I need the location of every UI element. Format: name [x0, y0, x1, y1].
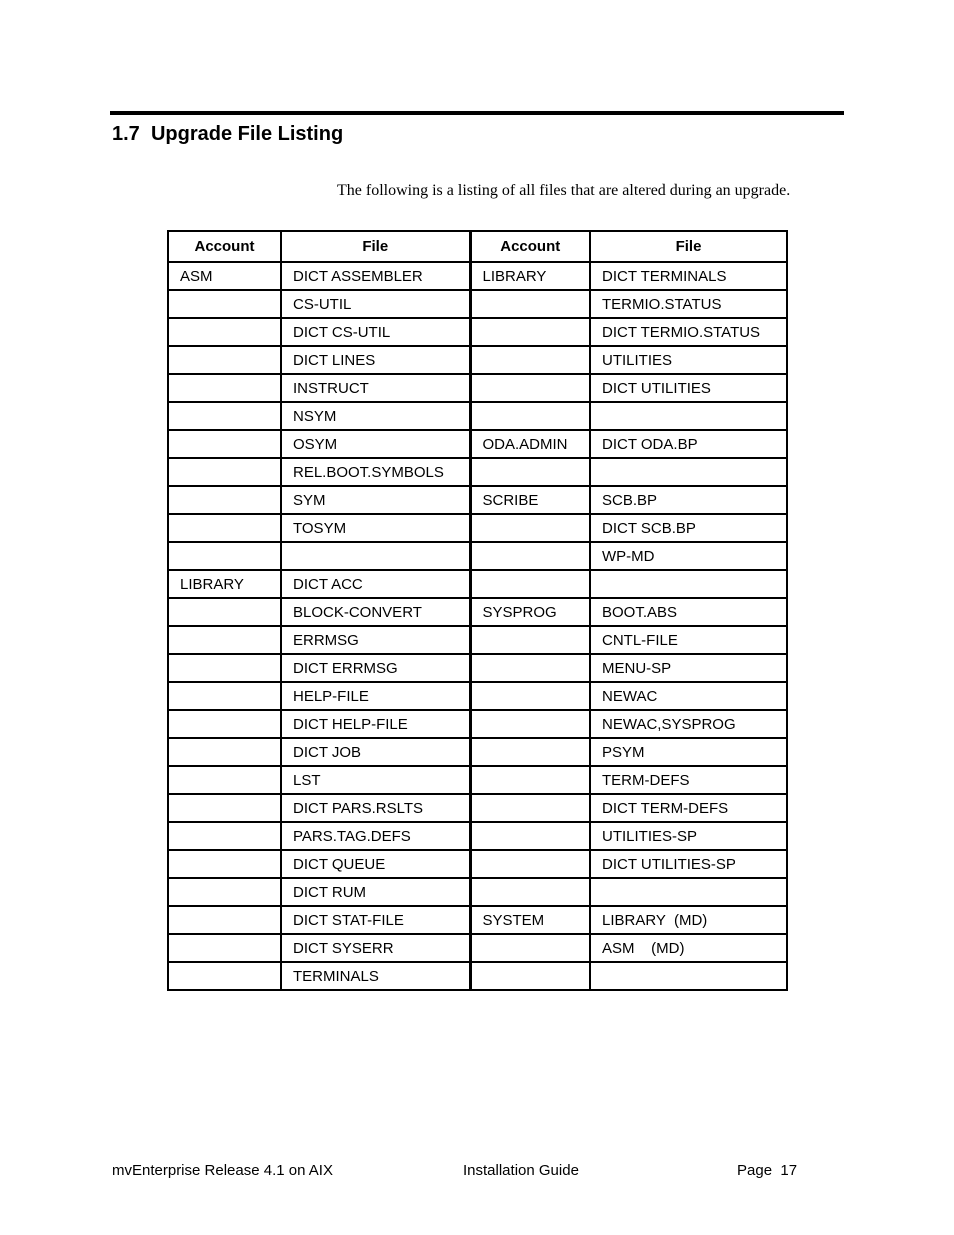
section-rule	[110, 111, 844, 115]
page-number: 17	[780, 1162, 798, 1179]
cell-account-right	[470, 542, 590, 570]
table-row	[168, 430, 787, 458]
cell-file-left: DICT QUEUE	[281, 850, 470, 878]
table-row	[168, 374, 787, 402]
table-row	[168, 290, 787, 318]
cell-file-left: PARS.TAG.DEFS	[281, 822, 470, 850]
cell-file-right: SCB.BP	[590, 486, 787, 514]
table-row	[168, 934, 787, 962]
table-header-row	[168, 231, 787, 262]
cell-file-right	[590, 458, 787, 486]
page-label: Page	[737, 1162, 773, 1179]
cell-account-left	[168, 794, 281, 822]
table-row	[168, 906, 787, 934]
header-account-1: Account	[168, 231, 281, 262]
table-row	[168, 710, 787, 738]
cell-file-right	[590, 402, 787, 430]
cell-file-right: PSYM	[590, 738, 787, 766]
table-row	[168, 794, 787, 822]
cell-account-right	[470, 710, 590, 738]
cell-account-right	[470, 654, 590, 682]
header-file-2: File	[590, 231, 787, 262]
cell-account-left	[168, 402, 281, 430]
cell-account-right	[470, 290, 590, 318]
header-file-1: File	[281, 231, 470, 262]
cell-account-left	[168, 962, 281, 990]
cell-account-left	[168, 766, 281, 794]
cell-account-left	[168, 290, 281, 318]
table-row	[168, 486, 787, 514]
cell-file-left: DICT PARS.RSLTS	[281, 794, 470, 822]
table-row	[168, 962, 787, 990]
table-row	[168, 346, 787, 374]
cell-file-left: INSTRUCT	[281, 374, 470, 402]
cell-file-left: DICT CS-UTIL	[281, 318, 470, 346]
table-row	[168, 850, 787, 878]
header-account-2: Account	[470, 231, 590, 262]
cell-account-right	[470, 374, 590, 402]
cell-file-right: ASM (MD)	[590, 934, 787, 962]
intro-paragraph: The following is a listing of all files that are altered during an upgrade.	[337, 182, 791, 199]
cell-file-right: DICT TERM-DEFS	[590, 794, 787, 822]
cell-account-left	[168, 626, 281, 654]
table-row	[168, 822, 787, 850]
cell-file-right: NEWAC,SYSPROG	[590, 710, 787, 738]
cell-file-right: LIBRARY (MD)	[590, 906, 787, 934]
cell-account-left	[168, 430, 281, 458]
cell-file-right	[590, 962, 787, 990]
cell-file-left: NSYM	[281, 402, 470, 430]
cell-file-right	[590, 570, 787, 598]
cell-account-left	[168, 486, 281, 514]
cell-account-right: SYSTEM	[470, 906, 590, 934]
cell-account-left: ASM	[168, 262, 281, 290]
cell-file-right: WP-MD	[590, 542, 787, 570]
cell-account-left	[168, 682, 281, 710]
table-row	[168, 682, 787, 710]
cell-account-left	[168, 934, 281, 962]
cell-file-left	[281, 542, 470, 570]
cell-file-left: DICT ASSEMBLER	[281, 262, 470, 290]
cell-file-left: LST	[281, 766, 470, 794]
table-row	[168, 878, 787, 906]
cell-file-right: UTILITIES	[590, 346, 787, 374]
cell-account-right: SCRIBE	[470, 486, 590, 514]
cell-account-right	[470, 962, 590, 990]
cell-file-left: DICT SYSERR	[281, 934, 470, 962]
section-title: Upgrade File Listing	[150, 123, 344, 145]
cell-account-right	[470, 878, 590, 906]
cell-file-left: REL.BOOT.SYMBOLS	[281, 458, 470, 486]
cell-file-left: TOSYM	[281, 514, 470, 542]
cell-file-right: CNTL-FILE	[590, 626, 787, 654]
cell-file-left: DICT JOB	[281, 738, 470, 766]
cell-file-right: NEWAC	[590, 682, 787, 710]
cell-account-right	[470, 458, 590, 486]
table-row	[168, 570, 787, 598]
cell-file-left: DICT HELP-FILE	[281, 710, 470, 738]
table-row	[168, 598, 787, 626]
cell-account-right	[470, 402, 590, 430]
upgrade-file-table	[167, 230, 788, 991]
cell-account-left	[168, 374, 281, 402]
table-row	[168, 626, 787, 654]
cell-account-left	[168, 738, 281, 766]
cell-file-right: TERM-DEFS	[590, 766, 787, 794]
cell-account-right	[470, 682, 590, 710]
cell-file-left: CS-UTIL	[281, 290, 470, 318]
table-row	[168, 262, 787, 290]
cell-account-right	[470, 766, 590, 794]
cell-file-left: DICT LINES	[281, 346, 470, 374]
cell-account-left	[168, 822, 281, 850]
table-body	[168, 262, 787, 990]
table-row	[168, 402, 787, 430]
cell-file-left: BLOCK-CONVERT	[281, 598, 470, 626]
footer-document-title: Installation Guide	[463, 1162, 579, 1179]
footer-page	[737, 1161, 797, 1181]
cell-file-right: BOOT.ABS	[590, 598, 787, 626]
cell-account-right	[470, 514, 590, 542]
cell-account-right	[470, 346, 590, 374]
cell-account-left	[168, 654, 281, 682]
cell-account-right	[470, 318, 590, 346]
cell-account-left	[168, 906, 281, 934]
cell-account-left	[168, 878, 281, 906]
cell-account-left	[168, 542, 281, 570]
cell-file-right: DICT UTILITIES-SP	[590, 850, 787, 878]
table-row	[168, 766, 787, 794]
cell-file-left: SYM	[281, 486, 470, 514]
table-row	[168, 318, 787, 346]
cell-file-right: TERMIO.STATUS	[590, 290, 787, 318]
cell-file-left: DICT ACC	[281, 570, 470, 598]
cell-file-left: DICT STAT-FILE	[281, 906, 470, 934]
cell-account-left: LIBRARY	[168, 570, 281, 598]
cell-file-right: DICT ODA.BP	[590, 430, 787, 458]
cell-file-right: DICT UTILITIES	[590, 374, 787, 402]
section-number: 1.7	[112, 123, 140, 145]
cell-file-left: OSYM	[281, 430, 470, 458]
table-row	[168, 738, 787, 766]
table-row	[168, 458, 787, 486]
cell-account-right: ODA.ADMIN	[470, 430, 590, 458]
cell-file-left: ERRMSG	[281, 626, 470, 654]
cell-file-right: MENU-SP	[590, 654, 787, 682]
table-row	[168, 542, 787, 570]
cell-account-left	[168, 598, 281, 626]
table-row	[168, 514, 787, 542]
section-heading	[112, 121, 343, 147]
cell-account-right: SYSPROG	[470, 598, 590, 626]
cell-file-right	[590, 878, 787, 906]
cell-account-right	[470, 570, 590, 598]
cell-file-left: DICT ERRMSG	[281, 654, 470, 682]
cell-file-right: DICT SCB.BP	[590, 514, 787, 542]
cell-account-left	[168, 850, 281, 878]
cell-account-left	[168, 458, 281, 486]
table-row	[168, 654, 787, 682]
cell-file-left: DICT RUM	[281, 878, 470, 906]
cell-file-right: DICT TERMIO.STATUS	[590, 318, 787, 346]
cell-account-right	[470, 822, 590, 850]
cell-account-left	[168, 514, 281, 542]
cell-file-right: DICT TERMINALS	[590, 262, 787, 290]
cell-account-left	[168, 318, 281, 346]
cell-file-left: TERMINALS	[281, 962, 470, 990]
cell-account-right	[470, 934, 590, 962]
cell-account-left	[168, 346, 281, 374]
cell-account-left	[168, 710, 281, 738]
footer-product: mvEnterprise Release 4.1 on AIX	[112, 1162, 333, 1179]
cell-file-right: UTILITIES-SP	[590, 822, 787, 850]
cell-account-right	[470, 738, 590, 766]
cell-account-right	[470, 626, 590, 654]
cell-account-right	[470, 794, 590, 822]
cell-account-right: LIBRARY	[470, 262, 590, 290]
cell-file-left: HELP-FILE	[281, 682, 470, 710]
cell-account-right	[470, 850, 590, 878]
